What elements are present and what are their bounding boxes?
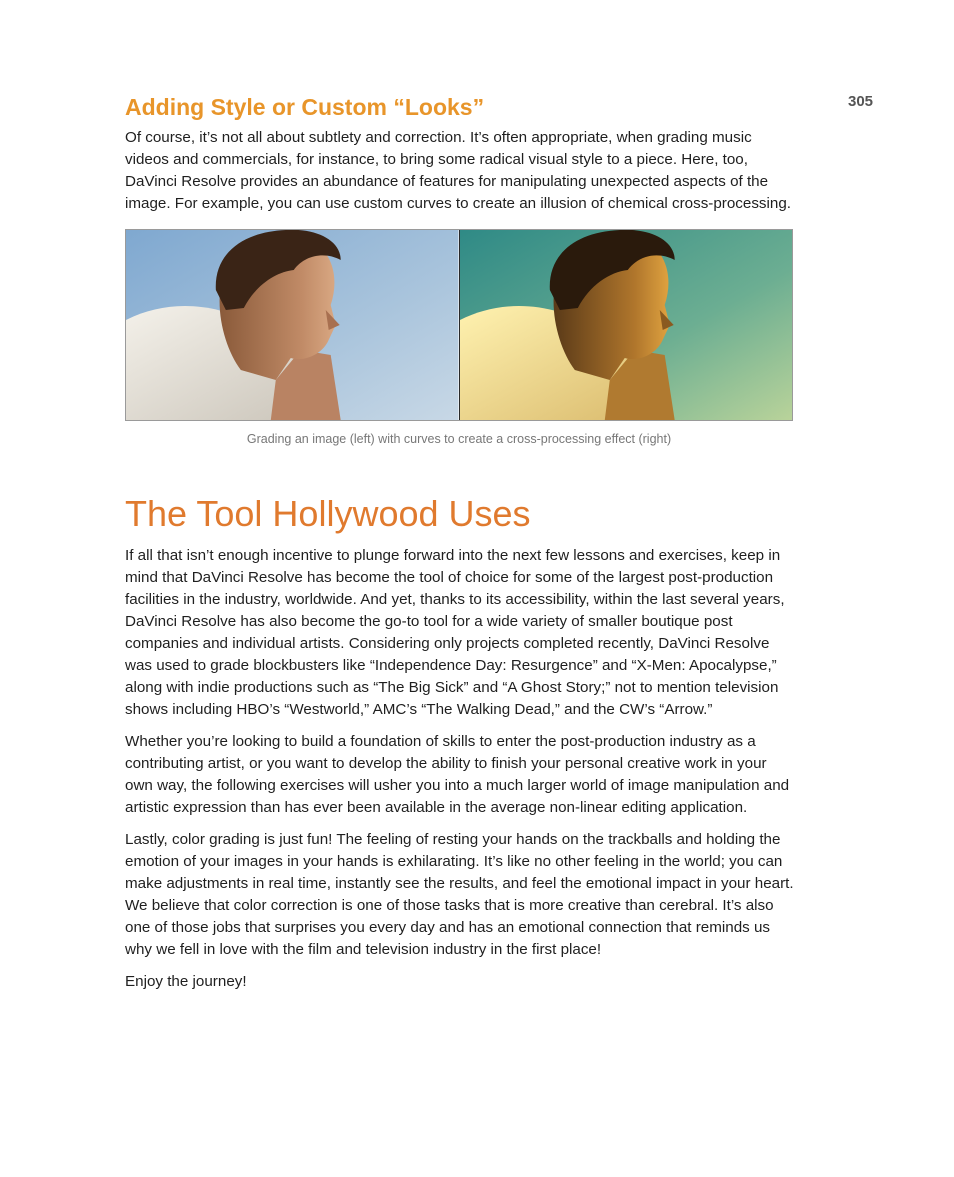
chapter-paragraph: Lastly, color grading is just fun! The feeling of resting your hands on the trackballs and holding the emotion of your images in your hands is exhilarating. It’s like no other feeling in the world; you can make adjustments in real time, instantly see the results, and feel the emotional impact in your heart. We believe that color correction is one of those tasks that is more creative than cerebral. It’s also one of those jobs that surprises you every day and has an emotional connection that reminds us why we fell in love with the film and television industry in the first place! [125, 831, 794, 958]
cross-processed-image [460, 230, 793, 420]
chapter-heading: The Tool Hollywood Uses [125, 493, 531, 534]
section-paragraph: Of course, it’s not all about subtlety and correction. It’s often appropriate, when grading music videos and commercials, for instance, to bring some radical visual style to a piece. Here, too, DaVinci Resolve provides an abundance of features for manipulating unexpected aspects of the image. For example, you can use custom curves to create an illusion of chemical cross-processing. [125, 129, 792, 212]
original-image [126, 230, 459, 420]
page-content [125, 90, 797, 993]
figure-caption: Grading an image (left) with curves to create a cross-processing effect (right) [246, 432, 672, 446]
chapter-body [125, 545, 797, 993]
chapter-paragraph: If all that isn’t enough incentive to plunge forward into the next few lessons and exercises, keep in mind that DaVinci Resolve has become the tool of choice for some of the largest post-production facilities in the industry, worldwide. And yet, thanks to its accessibility, within the last several years, DaVinci Resolve has also become the go-to tool for a wide variety of smaller boutique post companies and individual artists. Considering only projects completed recently, DaVinci Resolve was used to grade blockbusters like “Independence Day: Resurgence” and “X-Men: Apocalypse,” along with indie productions such as “The Big Sick” and “A Ghost Story;” not to mention television shows including HBO’s “Westworld,” AMC’s “The Walking Dead,” and the CW’s “Arrow.” [125, 547, 785, 718]
chapter-paragraph-closing: Enjoy the journey! [125, 973, 247, 990]
section-heading: Adding Style or Custom “Looks” [125, 94, 485, 120]
page-number: 305 [848, 93, 874, 110]
comparison-figure [125, 229, 793, 421]
chapter-paragraph: Whether you’re looking to build a foundation of skills to enter the post-production industry as a contributing artist, or you want to develop the ability to finish your personal creative work in your own way, the following exercises will usher you into a much larger world of image manipulation and artistic expression than has ever been available in the average non-linear editing application. [125, 733, 790, 816]
